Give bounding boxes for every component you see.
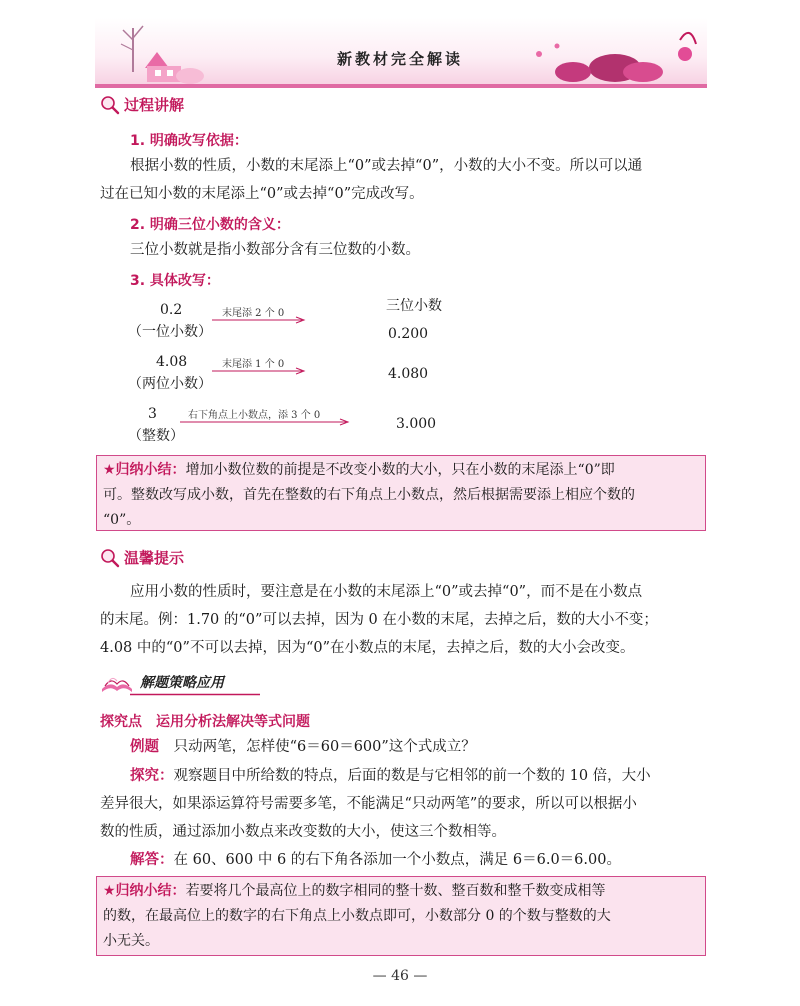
example-line [130,733,476,761]
row3-arrow [180,418,352,426]
row2-value: 4.08 [156,354,188,370]
summary1-line1: 增加小数位数的前提是不改变小数的大小，只在小数的末尾添上“0”即 [185,462,615,478]
row1-value: 0.2 [160,302,183,318]
answer-line [130,846,621,874]
summary2-line2: 的数，在最高位上的数字的右下角点上小数点即可，小数部分 0 的个数与整数的大 [103,908,611,924]
row2-action: 末尾添 1 个 0 [222,359,285,370]
page-header-title: 新教材完全解读 [336,50,463,68]
explore-text: 观察题目中所给数的特点，后面的数是与它相邻的前一个数的 10 倍，大小 [173,768,651,784]
explore-line1 [130,762,651,790]
explore-point-title: 探究点 运用分析法解决等式问题 [100,714,310,730]
summary1-label: ★归纳小结： [103,462,186,478]
row2-type: （两位小数） [128,376,212,392]
strategy-title: 解题策略应用 [140,675,224,691]
magnifier-icon [100,95,120,115]
summary-box-1 [96,455,706,531]
section-heading-process [100,94,184,115]
section-heading-tips [100,547,184,568]
step2-line1: 三位小数就是指小数部分含有三位数的小数。 [130,242,420,258]
page-number: — 46 — [372,968,428,984]
explore-line2: 差异很大，如果添运算符号需要多笔，不能满足“只动两笔”的要求，所以可以根据小 [100,796,637,812]
row3-action: 右下角点上小数点，添 3 个 0 [188,410,321,421]
result-header: 三位小数 [386,298,442,314]
explore-label: 探究： [130,768,174,784]
explore-line3: 数的性质，通过添加小数点来改变数的大小，使这三个数相等。 [100,824,506,840]
row1-action: 末尾添 2 个 0 [222,308,285,319]
summary2-line3: 小无关。 [103,933,159,949]
example-text: 只动两笔，怎样使“6＝60＝600”这个式成立？ [173,739,476,755]
step1-title: 1. 明确改写依据： [130,133,248,149]
row1-arrow [212,316,308,324]
tips-line3: 4.08 中的“0”不可以去掉，因为“0”在小数点的末尾，去掉之后，数的大小会改变。 [100,640,635,656]
step3-title: 3. 具体改写： [130,273,220,289]
row3-result: 3.000 [396,416,437,432]
row1-result: 0.200 [388,326,429,342]
row3-value: 3 [148,406,157,422]
summary1-line2: 可。整数改写成小数，首先在整数的右下角点上小数点，然后根据需要添上相应个数的 [103,487,635,503]
tips-line2: 的末尾。例：1.70 的“0”可以去掉，因为 0 在小数的末尾，去掉之后，数的大小不变； [100,612,658,628]
strategy-banner [100,671,224,693]
header-rule [95,84,707,88]
answer-label: 解答： [130,852,174,868]
step2-title: 2. 明确三位小数的含义： [130,217,290,233]
answer-text: 在 60、600 中 6 的右下角各添加一个小数点，满足 6＝6.0＝6.00。 [173,852,621,868]
summary-box-2 [96,876,706,956]
section-heading-text: 过程讲解 [124,96,185,114]
open-book-icon [100,671,134,693]
summary2-line1: 若要将几个最高位上的数字相同的整十数、整百数和整千数变成相等 [185,883,606,899]
summary2-label: ★归纳小结： [103,883,186,899]
tips-line1: 应用小数的性质时，要注意是在小数的末尾添上“0”或去掉“0”，而不是在小数点 [130,584,643,600]
magnifier-icon [100,548,120,568]
step1-line2: 过在已知小数的末尾添上“0”或去掉“0”完成改写。 [100,186,424,202]
example-label: 例题 [130,739,159,755]
section-heading-text: 温馨提示 [124,549,185,567]
step1-line1: 根据小数的性质，小数的末尾添上“0”或去掉“0”，小数的大小不变。所以可以通 [130,158,643,174]
row1-type: （一位小数） [128,324,212,340]
strategy-underline [130,693,260,696]
row2-arrow [212,367,308,375]
row3-type: （整数） [128,428,184,444]
row2-result: 4.080 [388,366,429,382]
summary1-line3: “0”。 [103,512,141,528]
